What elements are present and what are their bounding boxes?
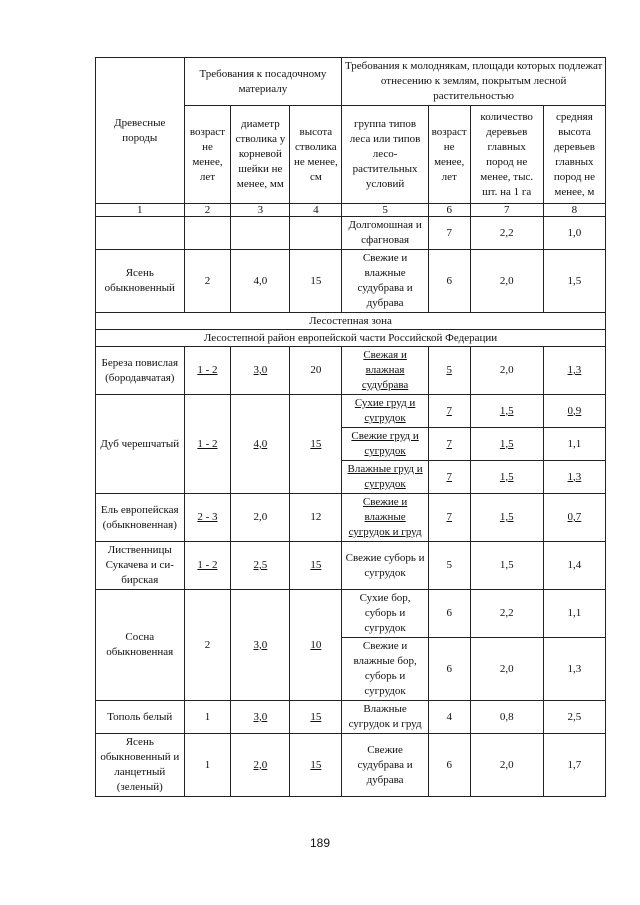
cell-forest-type: Влажные груд и сугрудок [342, 461, 429, 494]
cell-tree-count: 1,5 [470, 461, 543, 494]
cell-species: Лиственницы Сукачева и си-бирская [96, 542, 185, 590]
cell-avg-height: 2,5 [543, 701, 605, 734]
column-number: 7 [470, 204, 543, 217]
column-numbers-row [96, 204, 606, 217]
cell-age: 2 [184, 590, 231, 701]
cell-young-age: 6 [428, 734, 470, 797]
cell-height: 10 [290, 590, 342, 701]
cell-avg-height: 1,3 [543, 638, 605, 701]
cell-forest-type: Свежие груд и сугрудок [342, 428, 429, 461]
cell-avg-height: 1,1 [543, 428, 605, 461]
cell-young-age: 7 [428, 494, 470, 542]
cell-age: 1 - 2 [184, 347, 231, 395]
cell-species: Береза повислая (бородавчатая) [96, 347, 185, 395]
cell-young-age: 7 [428, 395, 470, 428]
cell-height: 20 [290, 347, 342, 395]
cell-young-age: 6 [428, 590, 470, 638]
cell-forest-type: Сухие бор, суборь и сугрудок [342, 590, 429, 638]
cell-diameter: 2,0 [231, 494, 290, 542]
cell-species: Ясень обыкновенный [96, 250, 185, 313]
header-tree-count: количество деревьев главных пород не менее, тыс. шт. на 1 га [470, 106, 543, 204]
cell-tree-count: 0,8 [470, 701, 543, 734]
cell-height: 15 [290, 701, 342, 734]
cell-age: 1 - 2 [184, 395, 231, 494]
page-number: 189 [309, 836, 331, 850]
cell-young-age: 5 [428, 347, 470, 395]
table-row [96, 395, 606, 428]
cell-young-age: 6 [428, 638, 470, 701]
column-number: 8 [543, 204, 605, 217]
cell-tree-count: 2,2 [470, 590, 543, 638]
column-number: 5 [342, 204, 429, 217]
column-number: 2 [184, 204, 231, 217]
cell-avg-height: 1,3 [543, 347, 605, 395]
cell-forest-type: Свежие и влажные бор, суборь и сугрудок [342, 638, 429, 701]
region-title: Лесостепной район европейской части Российской Федерации [96, 330, 606, 347]
header-height: высота стволика не менее, см [290, 106, 342, 204]
cell-young-age: 6 [428, 250, 470, 313]
cell-tree-count: 1,5 [470, 428, 543, 461]
cell-young-age: 7 [428, 428, 470, 461]
cell-height: 15 [290, 395, 342, 494]
cell-species: Ясень обыкновенный и ланцетный (зеленый) [96, 734, 185, 797]
cell-diameter [231, 217, 290, 250]
cell-diameter: 4,0 [231, 250, 290, 313]
cell-species: Сосна обыкновенная [96, 590, 185, 701]
column-number: 3 [231, 204, 290, 217]
requirements-table [95, 57, 606, 797]
cell-species: Ель европейская (обыкновенная) [96, 494, 185, 542]
cell-forest-type: Свежие и влажные сугрудок и груд [342, 494, 429, 542]
table-row [96, 701, 606, 734]
cell-tree-count: 2,2 [470, 217, 543, 250]
table-row [96, 217, 606, 250]
cell-height: 15 [290, 250, 342, 313]
cell-diameter: 3,0 [231, 347, 290, 395]
cell-avg-height: 1,5 [543, 250, 605, 313]
cell-species: Дуб черешчатый [96, 395, 185, 494]
cell-avg-height: 1,3 [543, 461, 605, 494]
table-row [96, 542, 606, 590]
cell-young-age: 4 [428, 701, 470, 734]
cell-tree-count: 2,0 [470, 250, 543, 313]
cell-forest-type: Свежие судубрава и дубрава [342, 734, 429, 797]
cell-tree-count: 1,5 [470, 542, 543, 590]
cell-forest-type: Долгомошная и сфагновая [342, 217, 429, 250]
cell-young-age: 7 [428, 217, 470, 250]
column-number: 4 [290, 204, 342, 217]
header-avg-height: средняя высота деревьев главных пород не менее, м [543, 106, 605, 204]
cell-height: 15 [290, 542, 342, 590]
header-age: возраст не менее, лет [184, 106, 231, 204]
cell-age: 1 [184, 701, 231, 734]
cell-diameter: 4,0 [231, 395, 290, 494]
cell-forest-type: Сухие груд и сугрудок [342, 395, 429, 428]
cell-young-age: 5 [428, 542, 470, 590]
cell-species [96, 217, 185, 250]
cell-age [184, 217, 231, 250]
cell-forest-type: Свежая и влажная судубрава [342, 347, 429, 395]
column-number: 6 [428, 204, 470, 217]
cell-height: 12 [290, 494, 342, 542]
table-row [96, 494, 606, 542]
cell-diameter: 3,0 [231, 590, 290, 701]
cell-age: 1 [184, 734, 231, 797]
cell-avg-height: 0,7 [543, 494, 605, 542]
cell-tree-count: 2,0 [470, 347, 543, 395]
cell-forest-type: Свежие суборь и сугрудок [342, 542, 429, 590]
table-row [96, 734, 606, 797]
cell-avg-height: 1,0 [543, 217, 605, 250]
cell-height [290, 217, 342, 250]
cell-age: 2 [184, 250, 231, 313]
cell-young-age: 7 [428, 461, 470, 494]
cell-age: 1 - 2 [184, 542, 231, 590]
header-diameter: диаметр стволика у корневой шейки не менее, мм [231, 106, 290, 204]
cell-forest-type: Свежие и влажные судубрава и дубрава [342, 250, 429, 313]
cell-avg-height: 1,7 [543, 734, 605, 797]
cell-diameter: 2,0 [231, 734, 290, 797]
cell-height: 15 [290, 734, 342, 797]
cell-avg-height: 1,1 [543, 590, 605, 638]
cell-age: 2 - 3 [184, 494, 231, 542]
column-number: 1 [96, 204, 185, 217]
table-row [96, 347, 606, 395]
cell-tree-count: 1,5 [470, 494, 543, 542]
cell-species: Тополь белый [96, 701, 185, 734]
header-young-age: возраст не менее, лет [428, 106, 470, 204]
cell-diameter: 2,5 [231, 542, 290, 590]
cell-forest-type: Влажные сугрудок и груд [342, 701, 429, 734]
header-species: Древесные породы [96, 58, 185, 204]
cell-avg-height: 1,4 [543, 542, 605, 590]
cell-tree-count: 2,0 [470, 734, 543, 797]
header-young-stands: Требования к молоднякам, площади которых подлежат отнесению к землям, покрытым лесной растительностью [342, 58, 606, 106]
header-planting-material: Требования к посадочному материалу [184, 58, 342, 106]
cell-avg-height: 0,9 [543, 395, 605, 428]
cell-tree-count: 2,0 [470, 638, 543, 701]
header-forest-type: группа типов леса или типов лесо-растительных условий [342, 106, 429, 204]
cell-diameter: 3,0 [231, 701, 290, 734]
table-row [96, 590, 606, 638]
cell-tree-count: 1,5 [470, 395, 543, 428]
zone-title: Лесостепная зона [96, 313, 606, 330]
table-row [96, 250, 606, 313]
